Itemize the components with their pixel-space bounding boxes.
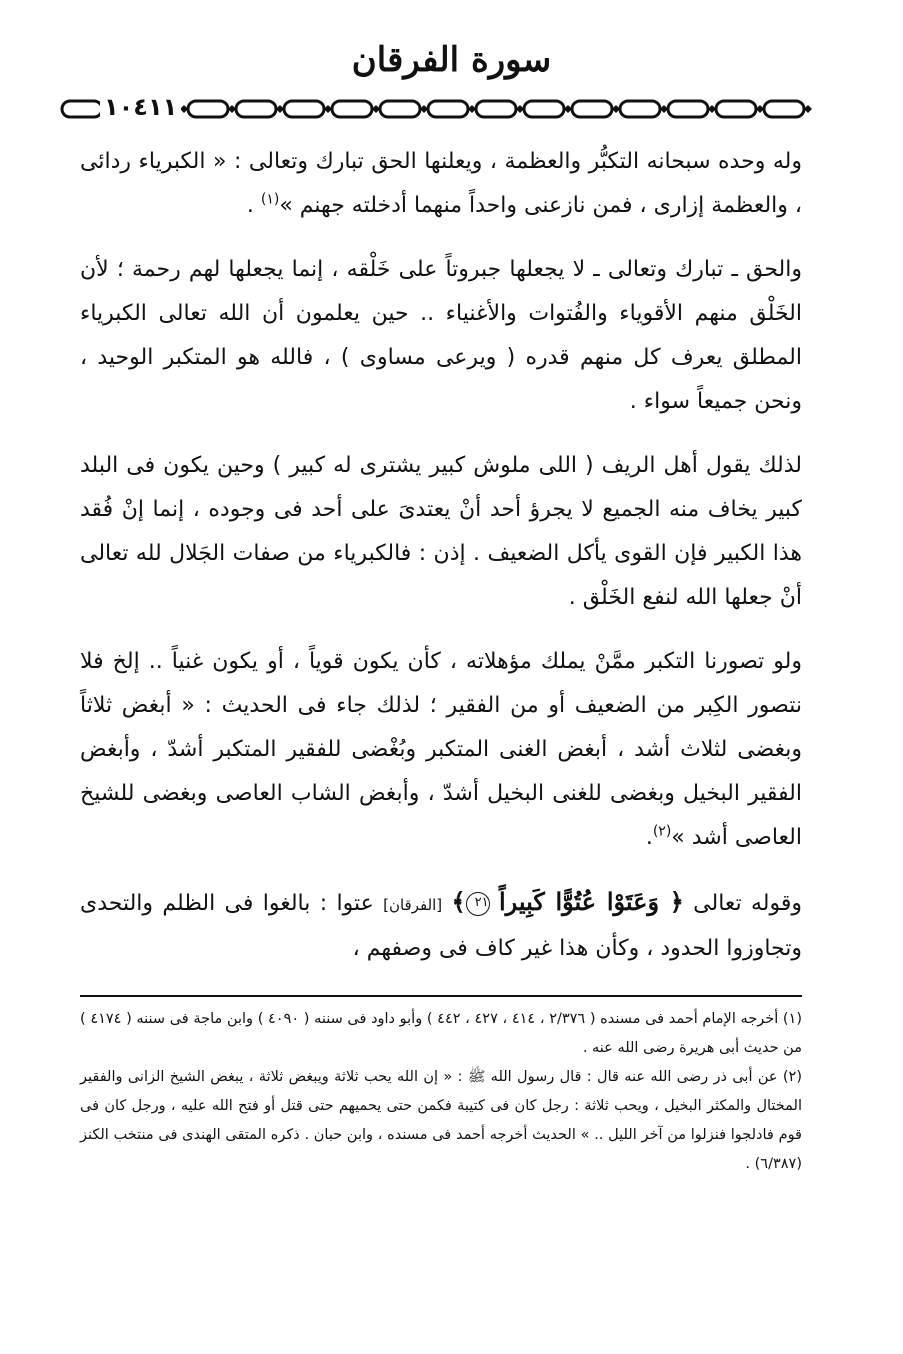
paragraph-text: وله وحده سبحانه التكبُّر والعظمة ، ويعلنها الحق تبارك وتعالى : « الكبرياء ردائى ، والعظمة إزارى ، فمن نازعنى واحداً منهما أدخلته جهنم » [80, 149, 802, 218]
paragraph-text: ولو تصورنا التكبر ممَّنْ يملك مؤهلاته ، كأن يكون قوياً ، أو يكون غنياً .. إلخ فلا نتصور الكِبر من الضعيف أو من الفقير ؛ لذلك جاء فى الحديث : « أبغض ثلاثاً وبغضى لثلاث أشد ، أبغض الغنى المتكبر وبُغْضى للفقير المتكبر أشدّ ، وأبغض الفقير البخيل وبغضى للغنى البخيل أشدّ ، وأبغض الشاب العاصى وبغضى للشيخ العاصى أشد » [80, 649, 802, 850]
paragraph-text: عتوا : بالغوا فى الظلم والتحدى وتجاوزوا الحدود ، وكأن هذا غير كاف فى وصفهم ، [80, 891, 802, 961]
footnote-reference: (١) [260, 191, 280, 208]
page-number: ١٠٤١١ [100, 93, 181, 121]
footnote: (٢) عن أبى ذر رضى الله عنه قال : قال رسول الله ﷺ : « إن الله يحب ثلاثة ويبغض ثلاثة ، يبغض الشيخ الزانى والفقير المختال والمكثر البخيل ، ويحب ثلاثة : رجل كان فى كتيبة فكمن حتى يحميهم حتى قتل أو فتح الله عليه ، ورجل كان فى قوم فادلجوا فنزلوا من آخر الليل .. » الحديث أخرجه أحمد فى مسنده ، وابن حبان . ذكره المتقى الهندى فى منتخب الكنز (٦/٣٨٧) . [80, 1069, 802, 1172]
paragraph-text: والحق ـ تبارك وتعالى ـ لا يجعلها جبروتاً على خَلْقه ، إنما يجعلها لهم رحمة ؛ لأن الخَلْق منهم الأقوياء والفُتوات والأغنياء .. حين يعلمون أن الله تعالى الكبرياء المطلق يعرف كل منهم قدره ( ويرعى مساوى ) ، فالله هو المتكبر الوحيد ، ونحن جميعاً سواء . [80, 257, 802, 414]
footnote: (١) أخرجه الإمام أحمد فى مسنده ( ٢/٣٧٦ ، ٤١٤ ، ٤٢٧ ، ٤٤٢ ) وأبو داود فى سننه ( ٤٠٩٠ ) وابن ماجة فى سننه ( ٤١٧٤ ) من حديث أبى هريرة رضى الله عنه . [80, 1011, 802, 1056]
footnote-reference: (٢) [652, 823, 672, 840]
paragraph [80, 640, 802, 860]
paragraph [80, 248, 802, 424]
main-text [80, 140, 802, 991]
paragraph [80, 140, 802, 228]
quran-bracket: ﴾ [451, 887, 466, 916]
quran-verse: ﴿ وَعَتَوْا عُتُوًّا كَبِيراً [498, 887, 684, 916]
surah-title: سورة الفرقان [351, 40, 552, 80]
footnote-divider [80, 995, 802, 997]
surah-reference: [الفرقان] [383, 896, 443, 914]
footnotes [80, 1005, 802, 1179]
paragraph [80, 880, 802, 971]
paragraph-text: لذلك يقول أهل الريف ( اللى ملوش كبير يشترى له كبير ) وحين يكون فى البلد كبير يخاف منه الجميع لا يجرؤ أحد أنْ يعتدىَ على أحد فى وجوده ، إنما إنْ فُقد هذا الكبير فإن القوى يأكل الضعيف . إذن : فالكبرياء من صفات الجَلال لله تعالى أنْ جعلها الله لنفع الخَلْق . [80, 453, 802, 610]
paragraph-lead: وقوله تعالى [693, 891, 803, 916]
punctuation: . [645, 825, 653, 850]
verse-number: ٢١ [466, 892, 490, 916]
punctuation: . [246, 193, 261, 218]
paragraph [80, 444, 802, 620]
